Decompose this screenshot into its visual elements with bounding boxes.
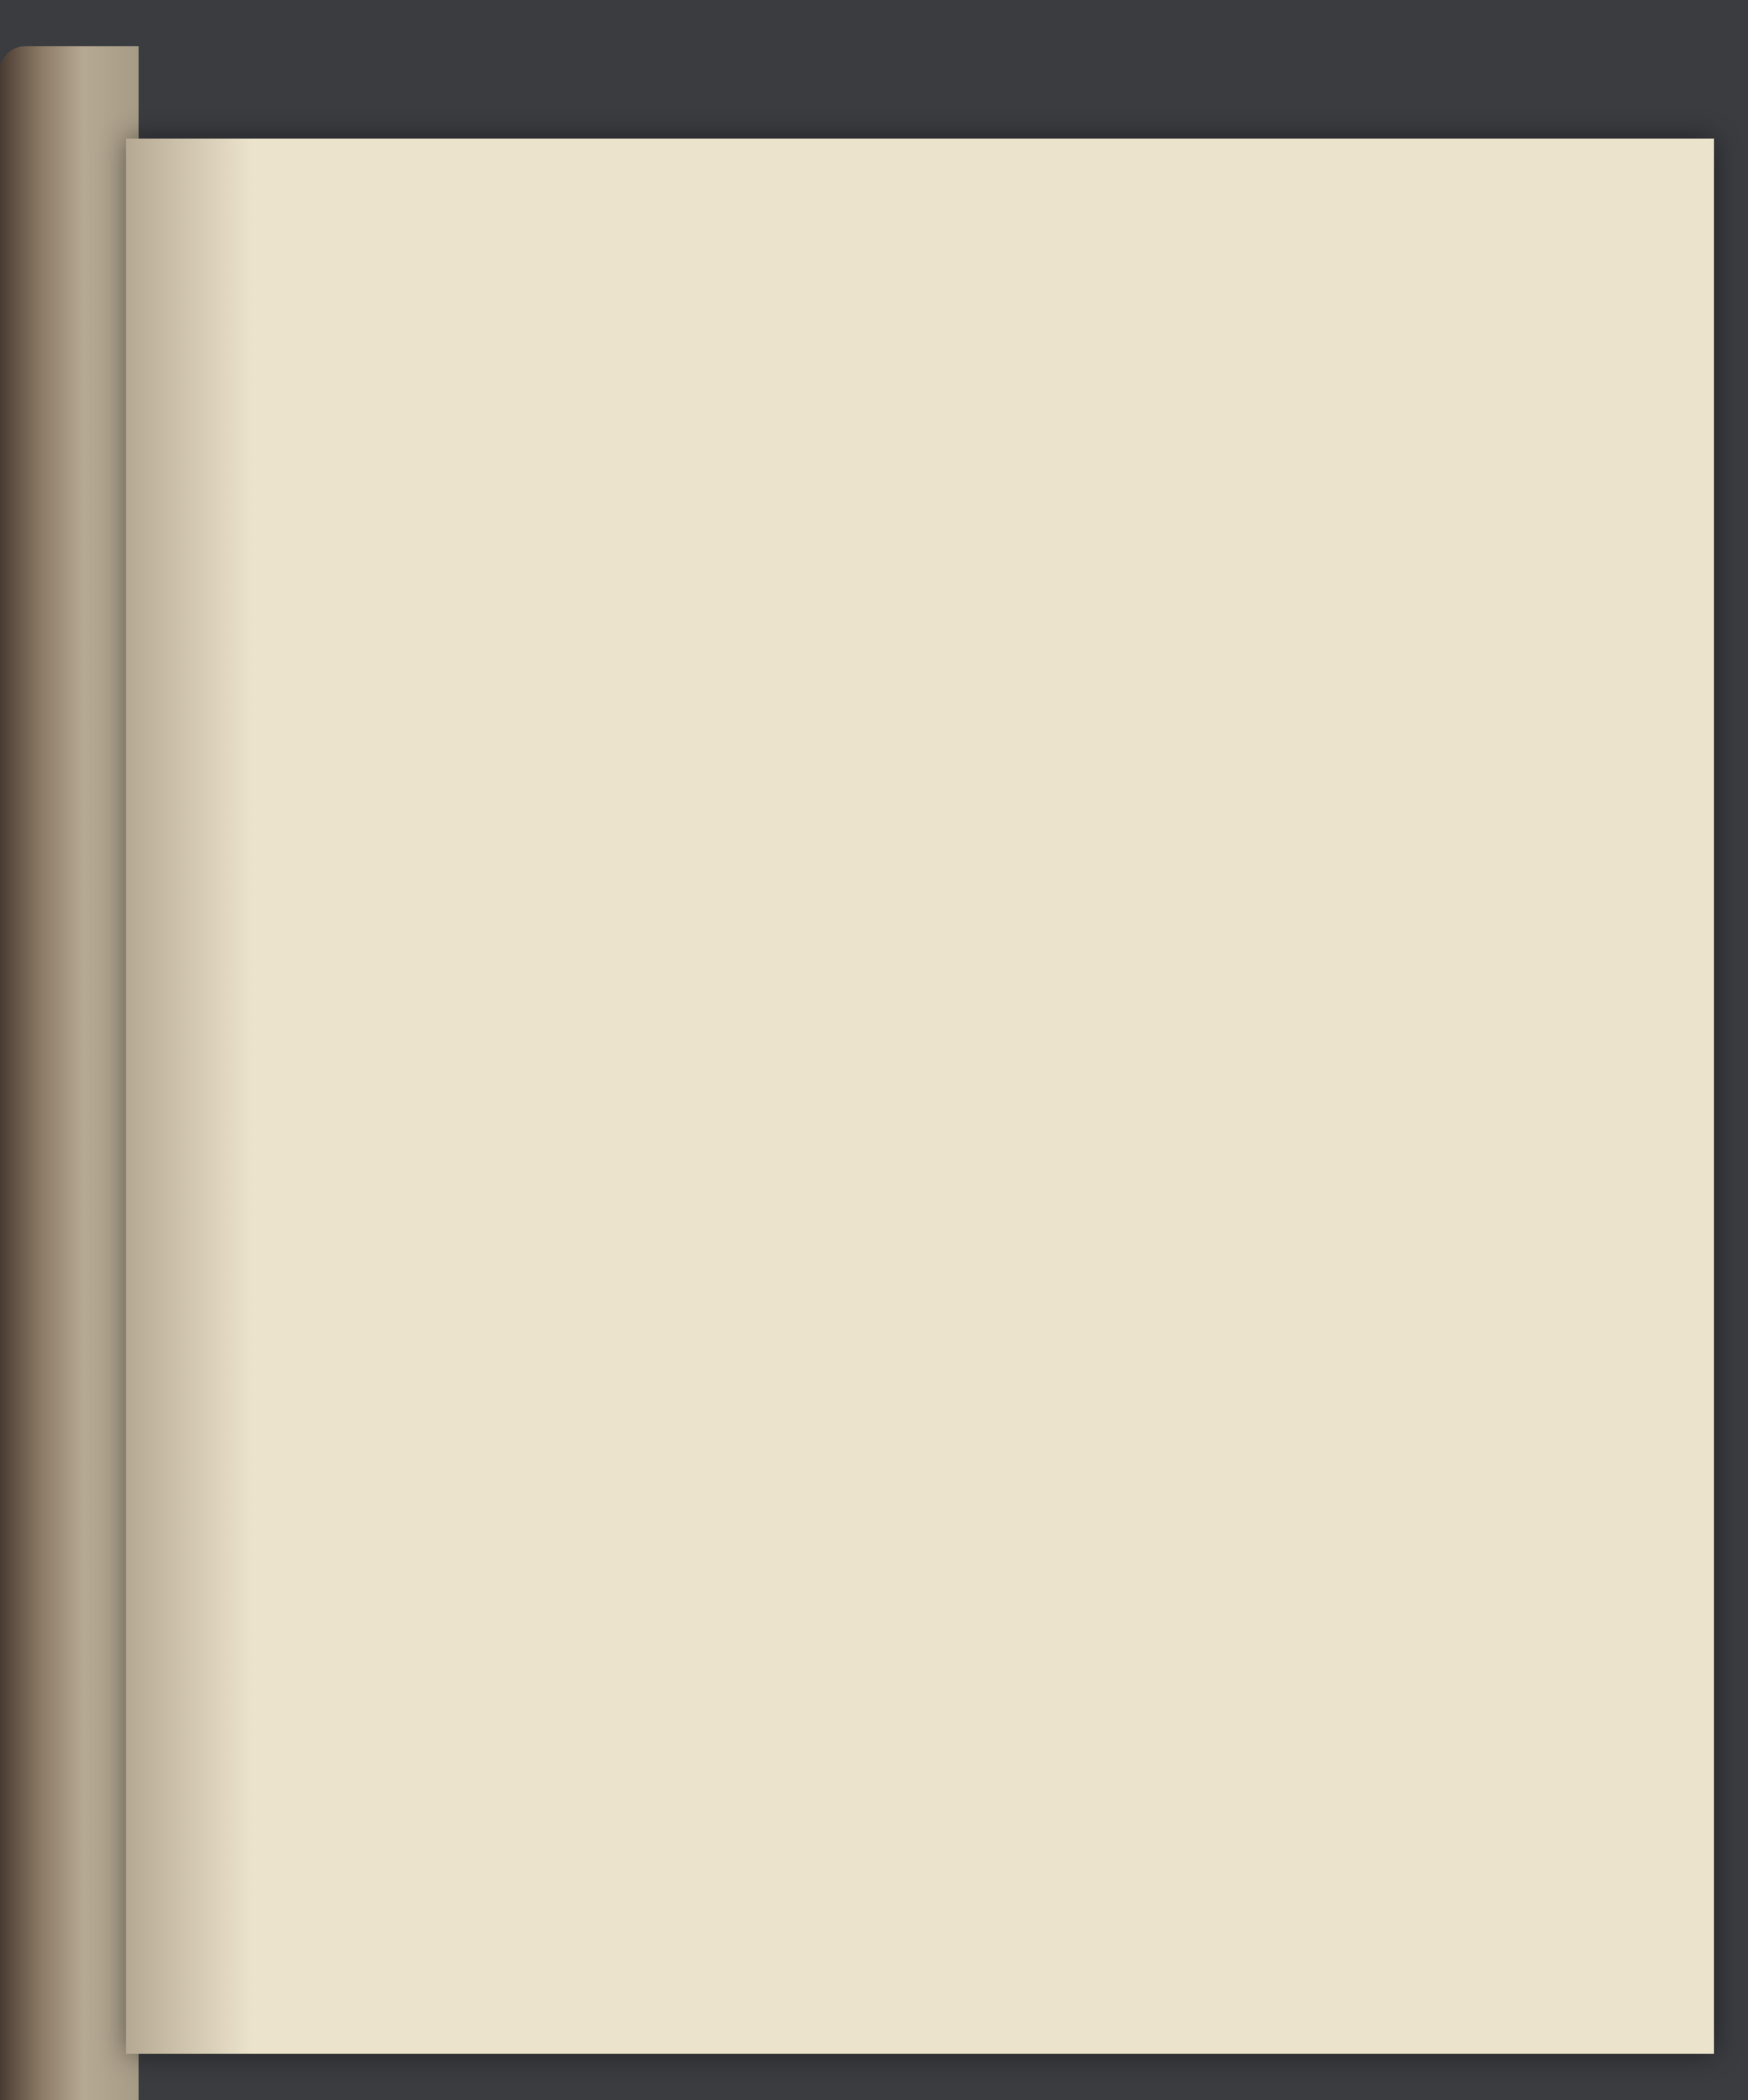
title-page-text — [336, 290, 1454, 1730]
border-top-ornament — [252, 206, 1538, 294]
handwritten-note — [319, 151, 1601, 214]
book-spine-edge — [0, 46, 139, 2100]
border-left-ornament — [252, 290, 323, 1764]
page-gutter-shadow — [126, 139, 252, 2054]
border-right-ornament — [1466, 290, 1538, 1764]
border-bottom-ornament — [252, 1760, 1538, 1856]
